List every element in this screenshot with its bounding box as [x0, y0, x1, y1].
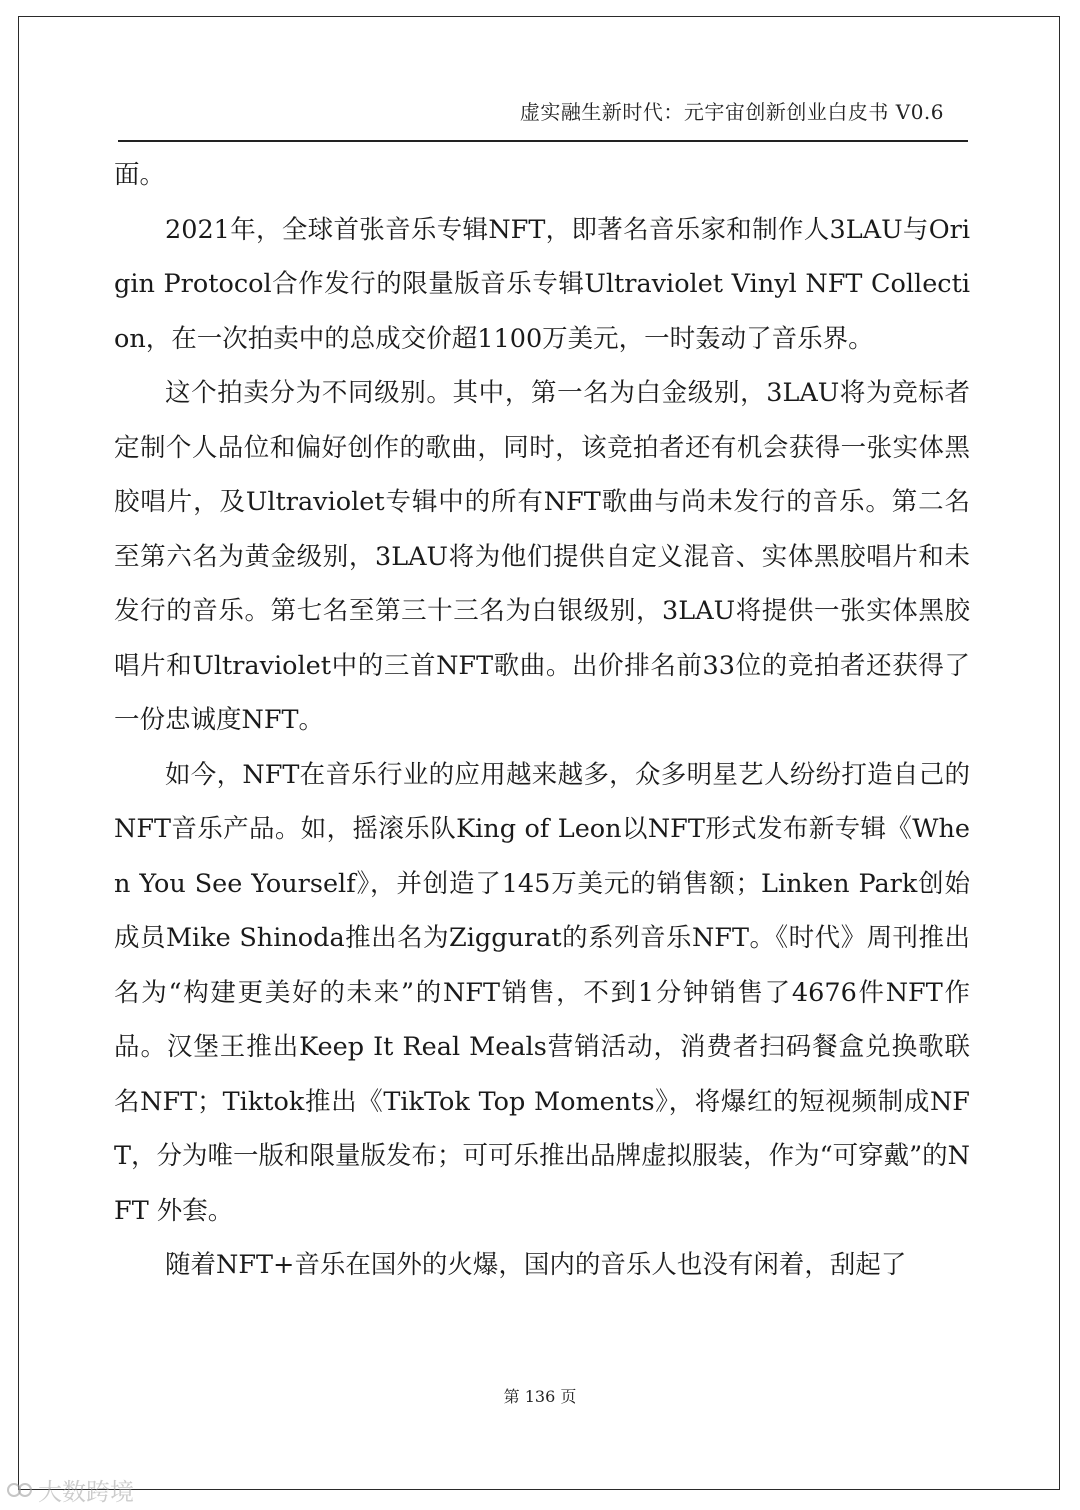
watermark [6, 1472, 134, 1507]
paragraph-continuation: 面。 [114, 160, 166, 190]
brand-logo-icon [6, 1479, 34, 1501]
paragraph-nft-music-examples: 如今，NFT在音乐行业的应用越来越多，众多明星艺人纷纷打造自己的NFT音乐产品。如，摇滚乐队King of Leon以NFT形式发布新专辑《When You See Yourself》，并创造了145万美元的销售额；Linken Park创始成员Mike Shinoda推出名为Ziggurat的系列音乐NFT。《时代》周刊推出名为“构建更美好的未来”的NFT销售，不到1分钟销售了4676件NFT作品。汉堡王推出Keep It Real Meals营销活动，消费者扫码餐盒兑换歌联名NFT；Tiktok推出《TikTok Top Moments》，将爆红的短视频制成NFT，分为唯一版和限量版发布；可可乐推出品牌虚拟服装，作为“可穿戴”的NFT 外套。 [114, 759, 970, 1226]
paragraph-3lau-album: 2021年，全球首张音乐专辑NFT，即著名音乐家和制作人3LAU与Origin Protocol合作发行的限量版音乐专辑Ultraviolet Vinyl NFT Collection，在一次拍卖中的总成交价超1100万美元，一时轰动了音乐界。 [114, 214, 970, 354]
page-number: 第 136 页 [503, 1387, 577, 1406]
watermark-text: 大数跨境 [38, 1478, 134, 1506]
paragraph-auction-tiers: 这个拍卖分为不同级别。其中，第一名为白金级别，3LAU将为竞标者定制个人品位和偏好创作的歌曲，同时，该竞拍者还有机会获得一张实体黑胶唱片，及Ultraviolet专辑中的所有NFT歌曲与尚未发行的音乐。第二名至第六名为黄金级别，3LAU将为他们提供自定义混音、实体黑胶唱片和未发行的音乐。第七名至第三十三名为白银级别，3LAU将提供一张实体黑胶唱片和Ultraviolet中的三首NFT歌曲。出价排名前33位的竞拍者还获得了一份忠诚度NFT。 [114, 378, 970, 735]
paragraph-domestic-music: 随着NFT+音乐在国外的火爆，国内的音乐人也没有闲着，刮起了 [165, 1250, 907, 1280]
running-header: 虚实融生新时代：元宇宙创新创业白皮书 V0.6 [519, 100, 944, 124]
header-rule [118, 140, 968, 142]
body-text [114, 148, 970, 1293]
